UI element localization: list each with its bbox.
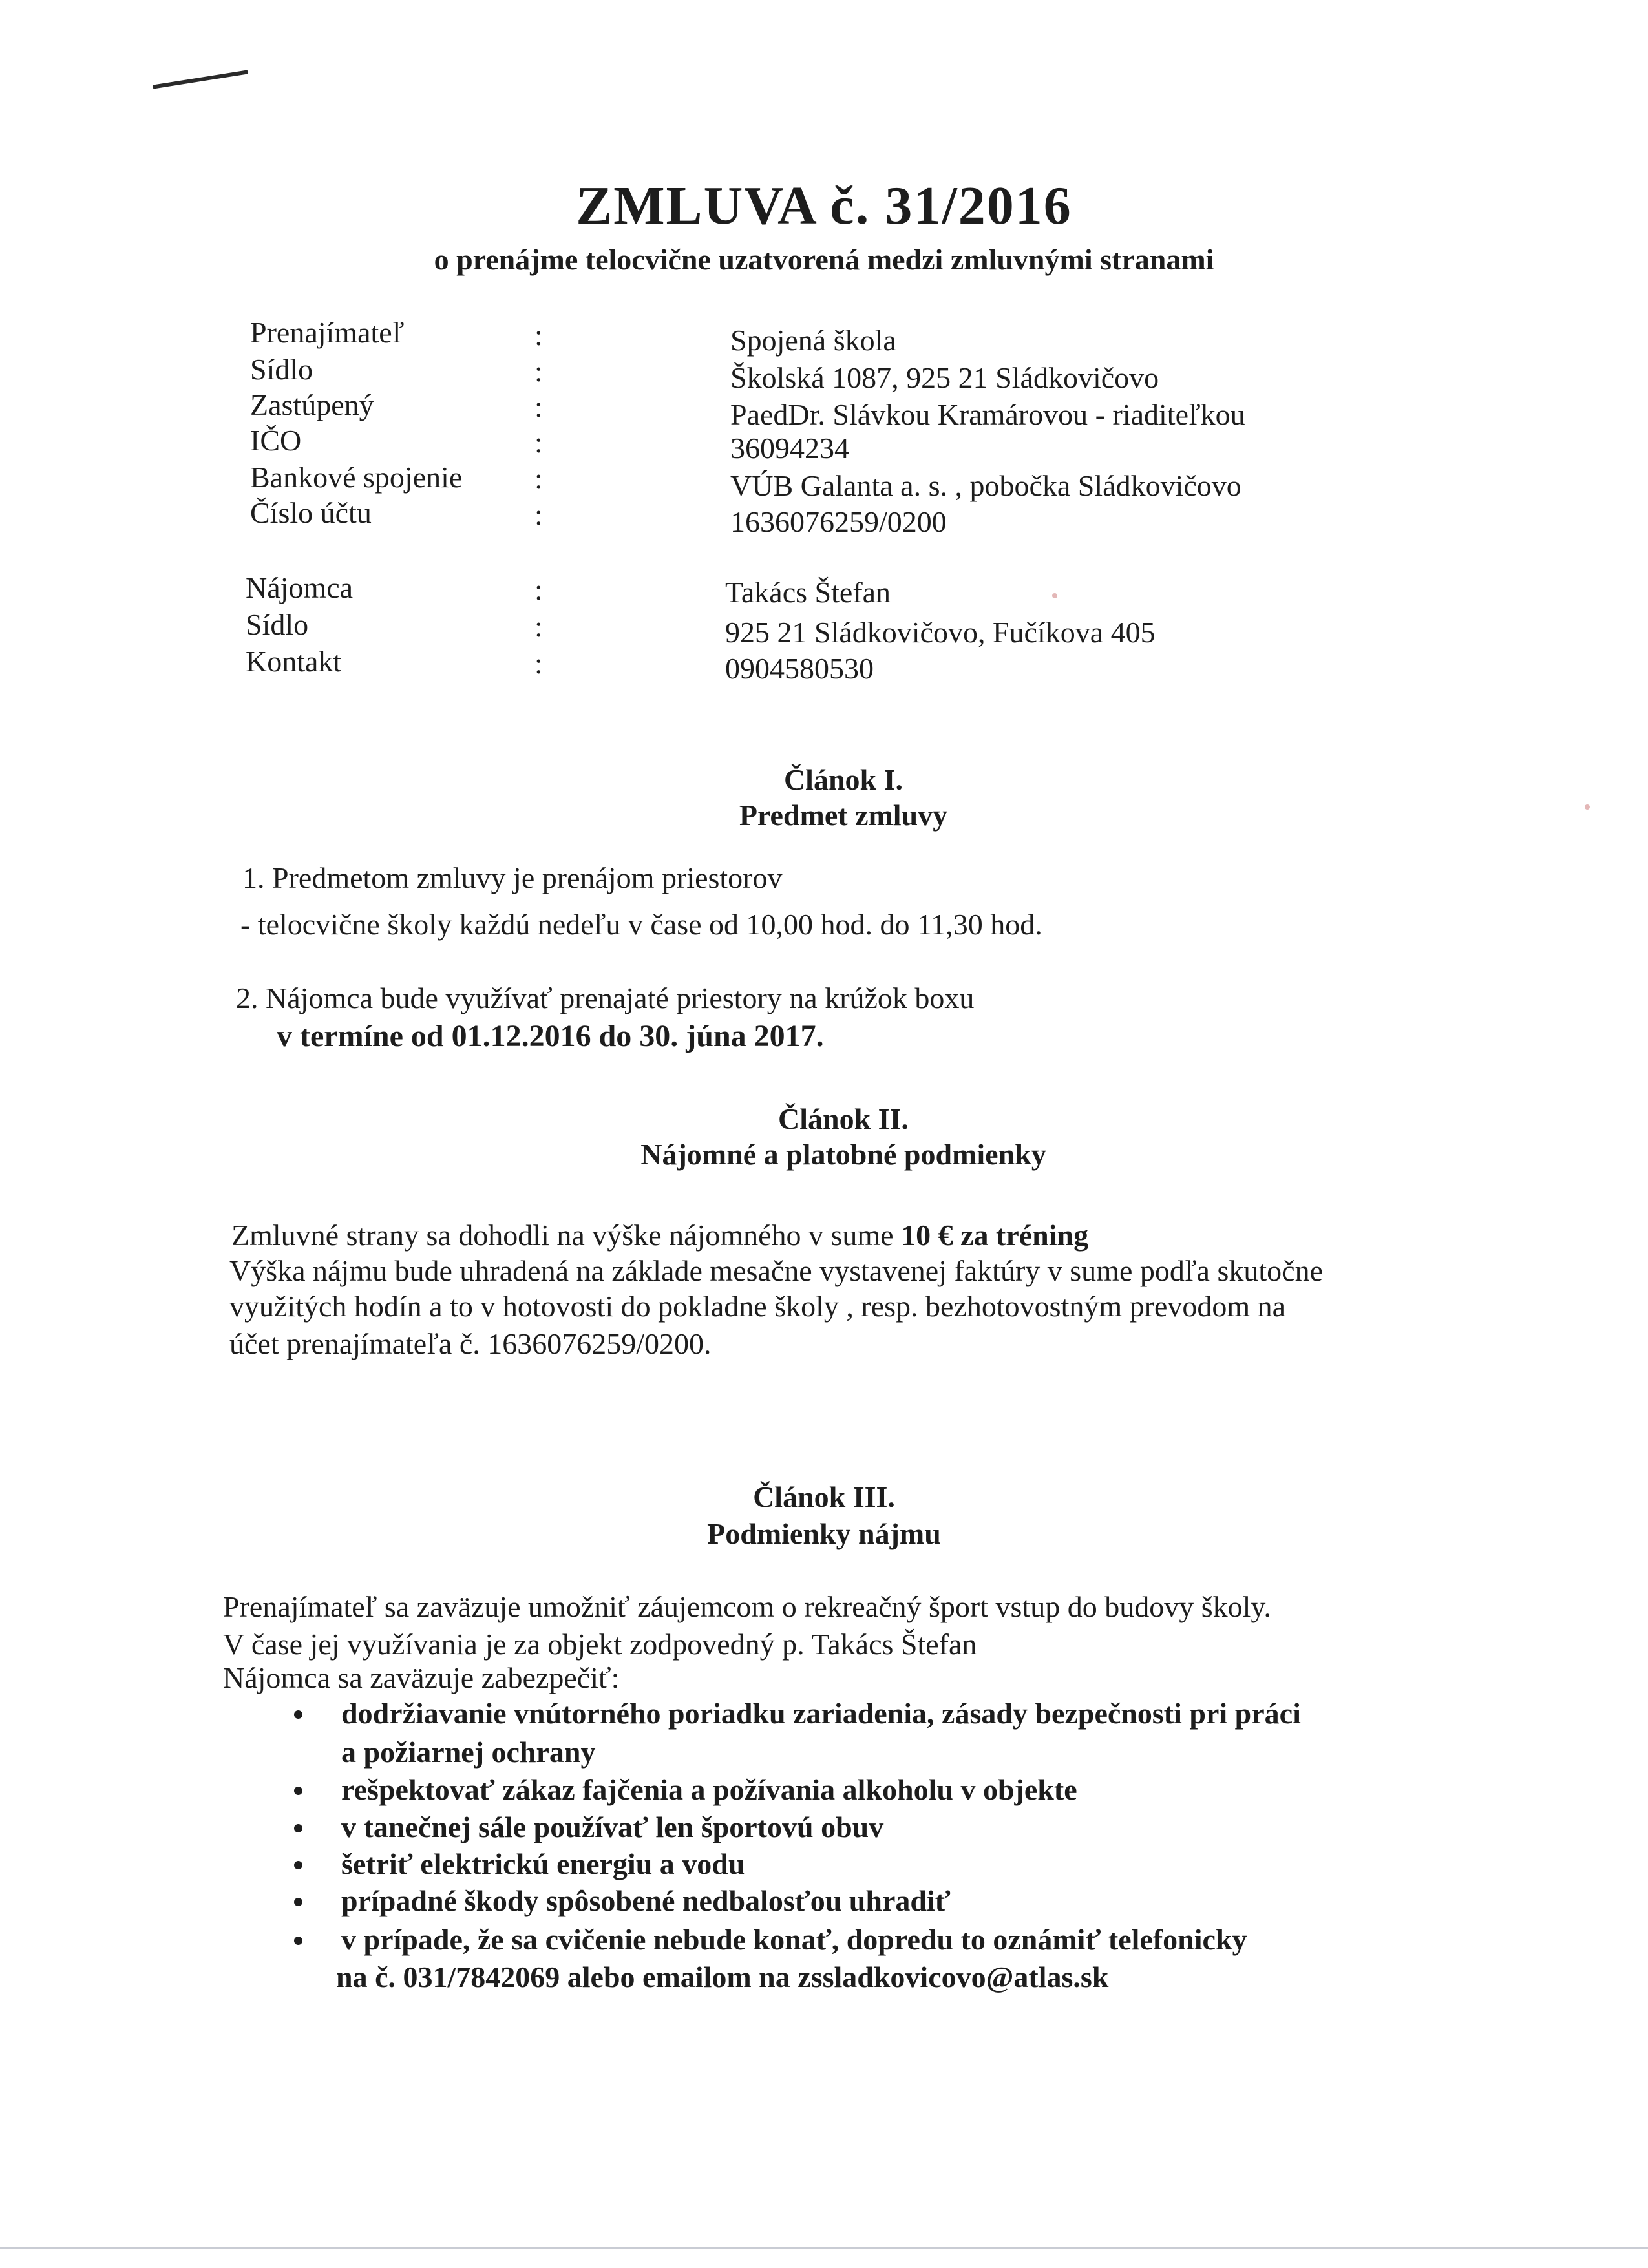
obligation-item-continued: na č. 031/7842069 alebo emailom na zssladkovicovo@atlas.sk <box>336 1960 1109 1993</box>
landlord-seat-label: Sídlo <box>250 353 313 386</box>
landlord-rep: PaedDr. Slávkou Kramárovou - riaditeľkou <box>730 398 1245 431</box>
scan-pen-mark <box>152 70 248 89</box>
tenant-label: Nájomca <box>246 571 354 604</box>
article-1-point-1: 1. Predmetom zmluvy je prenájom priestorov <box>242 861 783 894</box>
article-1-number: Článok I. <box>783 763 903 796</box>
obligation-item: prípadné škody spôsobené nedbalosťou uhradiť <box>341 1884 951 1917</box>
tenant-contact-label: Kontakt <box>246 645 342 678</box>
bullet <box>294 1824 302 1832</box>
article-1-point-2: 2. Nájomca bude využívať prenajaté priestory na krúžok boxu <box>236 982 975 1014</box>
tenant-contact: 0904580530 <box>725 652 874 685</box>
landlord-name: Spojená škola <box>730 324 896 357</box>
article-3-name: Podmienky nájmu <box>707 1517 941 1550</box>
obligation-item-continued: a požiarnej ochrany <box>341 1736 596 1769</box>
separator: : <box>534 426 543 459</box>
rent-text: Zmluvné strany sa dohodli na výške nájomného v sume <box>231 1219 902 1252</box>
separator: : <box>534 610 543 643</box>
obligation-item: šetriť elektrickú energiu a vodu <box>341 1847 745 1880</box>
article-3-line-2: V čase jej využívania je za objekt zodpovedný p. Takács Štefan <box>223 1628 977 1661</box>
landlord-label: Prenajímateľ <box>250 316 405 349</box>
landlord-seat: Školská 1087, 925 21 Sládkovičovo <box>730 361 1159 394</box>
obligation-item: v tanečnej sále používať len športovú obuv <box>341 1811 884 1843</box>
bullet <box>294 1861 302 1869</box>
separator: : <box>534 462 543 495</box>
obligation-item: rešpektovať zákaz fajčenia a požívania alkoholu v objekte <box>341 1773 1077 1806</box>
article-1-term: v termíne od 01.12.2016 do 30. júna 2017. <box>277 1019 824 1053</box>
article-2-number: Článok II. <box>778 1102 909 1135</box>
article-2-name: Nájomné a platobné podmienky <box>640 1138 1046 1171</box>
scan-speck <box>1052 593 1057 598</box>
landlord-rep-label: Zastúpený <box>250 388 374 421</box>
article-3-number: Článok III. <box>753 1480 895 1513</box>
article-2-line-4: účet prenajímateľa č. 1636076259/0200. <box>229 1327 712 1360</box>
article-2-line-3: využitých hodín a to v hotovosti do pokladne školy , resp. bezhotovostným prevodom na <box>229 1290 1286 1323</box>
separator: : <box>534 319 543 352</box>
bullet <box>294 1710 302 1719</box>
article-3-line-1: Prenajímateľ sa zaväzuje umožniť záujemcom o rekreačný šport vstup do budovy školy. <box>223 1590 1271 1623</box>
landlord-ico-label: IČO <box>250 424 302 457</box>
obligation-item: dodržiavanie vnútorného poriadku zariadenia, zásady bezpečnosti pri práci <box>341 1697 1301 1730</box>
article-1-name: Predmet zmluvy <box>739 799 948 832</box>
landlord-account-label: Číslo účtu <box>250 496 372 529</box>
landlord-account: 1636076259/0200 <box>730 505 947 538</box>
landlord-ico: 36094234 <box>730 432 849 465</box>
tenant-seat: 925 21 Sládkovičovo, Fučíkova 405 <box>725 616 1156 649</box>
landlord-bank: VÚB Galanta a. s. , pobočka Sládkovičovo <box>730 469 1241 502</box>
rent-amount: 10 € za tréning <box>901 1219 1089 1252</box>
separator: : <box>534 647 543 680</box>
bullet <box>294 1787 302 1795</box>
tenant-name: Takács Štefan <box>725 576 891 609</box>
obligation-item: v prípade, že sa cvičenie nebude konať, dopredu to oznámiť telefonicky <box>341 1923 1247 1956</box>
separator: : <box>534 498 543 531</box>
separator: : <box>534 390 543 423</box>
bullet <box>294 1937 302 1945</box>
article-3-line-3: Nájomca sa zaväzuje zabezpečiť: <box>223 1661 620 1694</box>
contract-title: ZMLUVA č. 31/2016 <box>576 176 1072 236</box>
separator: : <box>534 573 543 606</box>
article-1-point-1-detail: - telocvične školy každú nedeľu v čase od 10,00 hod. do 11,30 hod. <box>240 908 1042 941</box>
separator: : <box>534 355 543 388</box>
article-2-line-1 <box>231 1218 1088 1252</box>
tenant-seat-label: Sídlo <box>246 608 309 641</box>
contract-subtitle: o prenájme telocvične uzatvorená medzi zmluvnými stranami <box>434 243 1214 276</box>
bullet <box>294 1898 302 1906</box>
article-2-line-2: Výška nájmu bude uhradená na základe mesačne vystavenej faktúry v sume podľa skutočne <box>229 1254 1323 1287</box>
landlord-bank-label: Bankové spojenie <box>250 461 463 494</box>
scan-edge-line <box>0 2247 1648 2249</box>
